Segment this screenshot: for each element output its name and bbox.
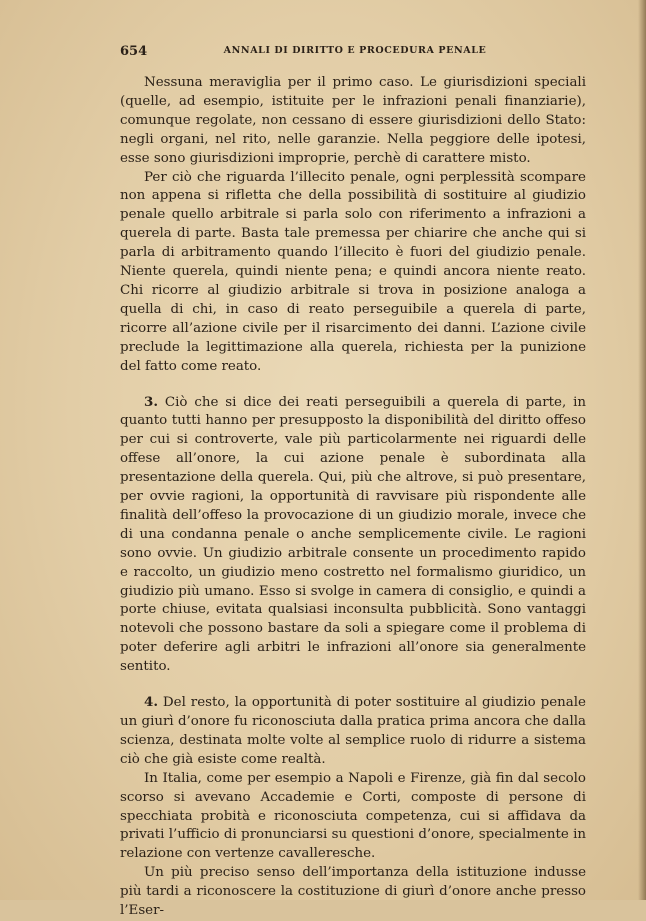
section-gap [120,377,586,393]
section-4-number: 4. [144,694,158,711]
paragraph-5: In Italia, come per esempio a Napoli e Firenze, già fin dal secolo scorso si avevano Accademie e Corti, composte di persone di specchiata probità e riconosciuta competenza, cui si affidava da privati l’ufficio di pronunciarsi su questioni d’onore, specialmente in relazione con vertenze cavalleresche. [120,770,586,862]
paragraph-1: Nessuna meraviglia per il primo caso. Le giurisdizioni speciali (quelle, ad esempio, istituite per le infrazioni penali finanziarie), comunque regolate, non cessano di essere giurisdizioni dello Stato: negli organi, nel rito, nelle garanzie. Nella peggiore delle ipotesi, esse sono giurisdizioni improprie, perchè di carattere misto. [120,75,586,166]
section-3-text: Ciò che si dice dei reati perseguibili a querela di parte, in quanto tutti hanno per presupposto la disponibilità del diritto offeso per cui si controverte, vale più particolarmente nei riguardi delle offese all’onore, la cui azione penale è subordinata alla presentazione della querela. Qui, più che altrove, si può presentare, per ovvie ragioni, la opportunità di ravvisare più rispondente alle finalità dell’offeso la provocazione di un giudizio morale, invece che di una condanna penale o anche semplicemente civile. Le ragioni sono ovvie. Un giudizio arbitrale consente un procedimento rapido e raccolto, un giudizio meno costretto nel formalismo giuridico, un giudizio più umano. Esso si svolge in camera di consiglio, e quindi a porte chiuse, evitata qualsiasi inconsulta pubblicità. Sono vantaggi notevoli che possono bastare da soli a spiegare come il problema di poter deferire agli arbitri le infrazioni all’onore sia generalmente sentito. [120,394,586,675]
running-title: ANNALI DI DIRITTO E PROCEDURA PENALE [223,45,487,56]
section-4-text: Del resto, la opportunità di poter sostituire al giudizio penale un giurì d’onore fu riconosciuta dalla pratica prima ancora che dalla scienza, destinata molte volte al semplice ruolo di ridurre a sistema ciò che già esiste come realtà. [120,695,586,767]
section-3-number: 3. [144,393,158,410]
section-gap [120,677,586,693]
paragraph-6: Un più preciso senso dell’importanza della istituzione indusse più tardi a riconoscere la costituzione di giurì d’onore anche presso l’Eser- [120,865,586,919]
section-3-paragraph [120,393,586,678]
page-edge-shadow [638,0,646,900]
page-header [120,44,590,60]
paragraph-2: Per ciò che riguarda l’illecito penale, ogni perplessità scompare non appena si rifletta che della possibilità di sostituire al giudizio penale quello arbitrale si parla solo con riferimento a infrazioni a querela di parte. Basta tale premessa per chiarire che anche qui si parla di arbitramento quando l’illecito è fuori del giudizio penale. Niente querela, quindi niente pena; e quindi ancora niente reato. Chi ricorre al giudizio arbitrale si trova in posizione analoga a quella di chi, in caso di reato perseguibile a querela di parte, ricorre all’azione civile per il risarcimento dei danni. L’azione civile preclude la legittimazione alla querela, richiesta per la punizione del fatto come reato. [120,169,586,374]
page-number: 654 [120,44,148,59]
body-text [120,74,586,921]
section-4-paragraph [120,693,586,770]
